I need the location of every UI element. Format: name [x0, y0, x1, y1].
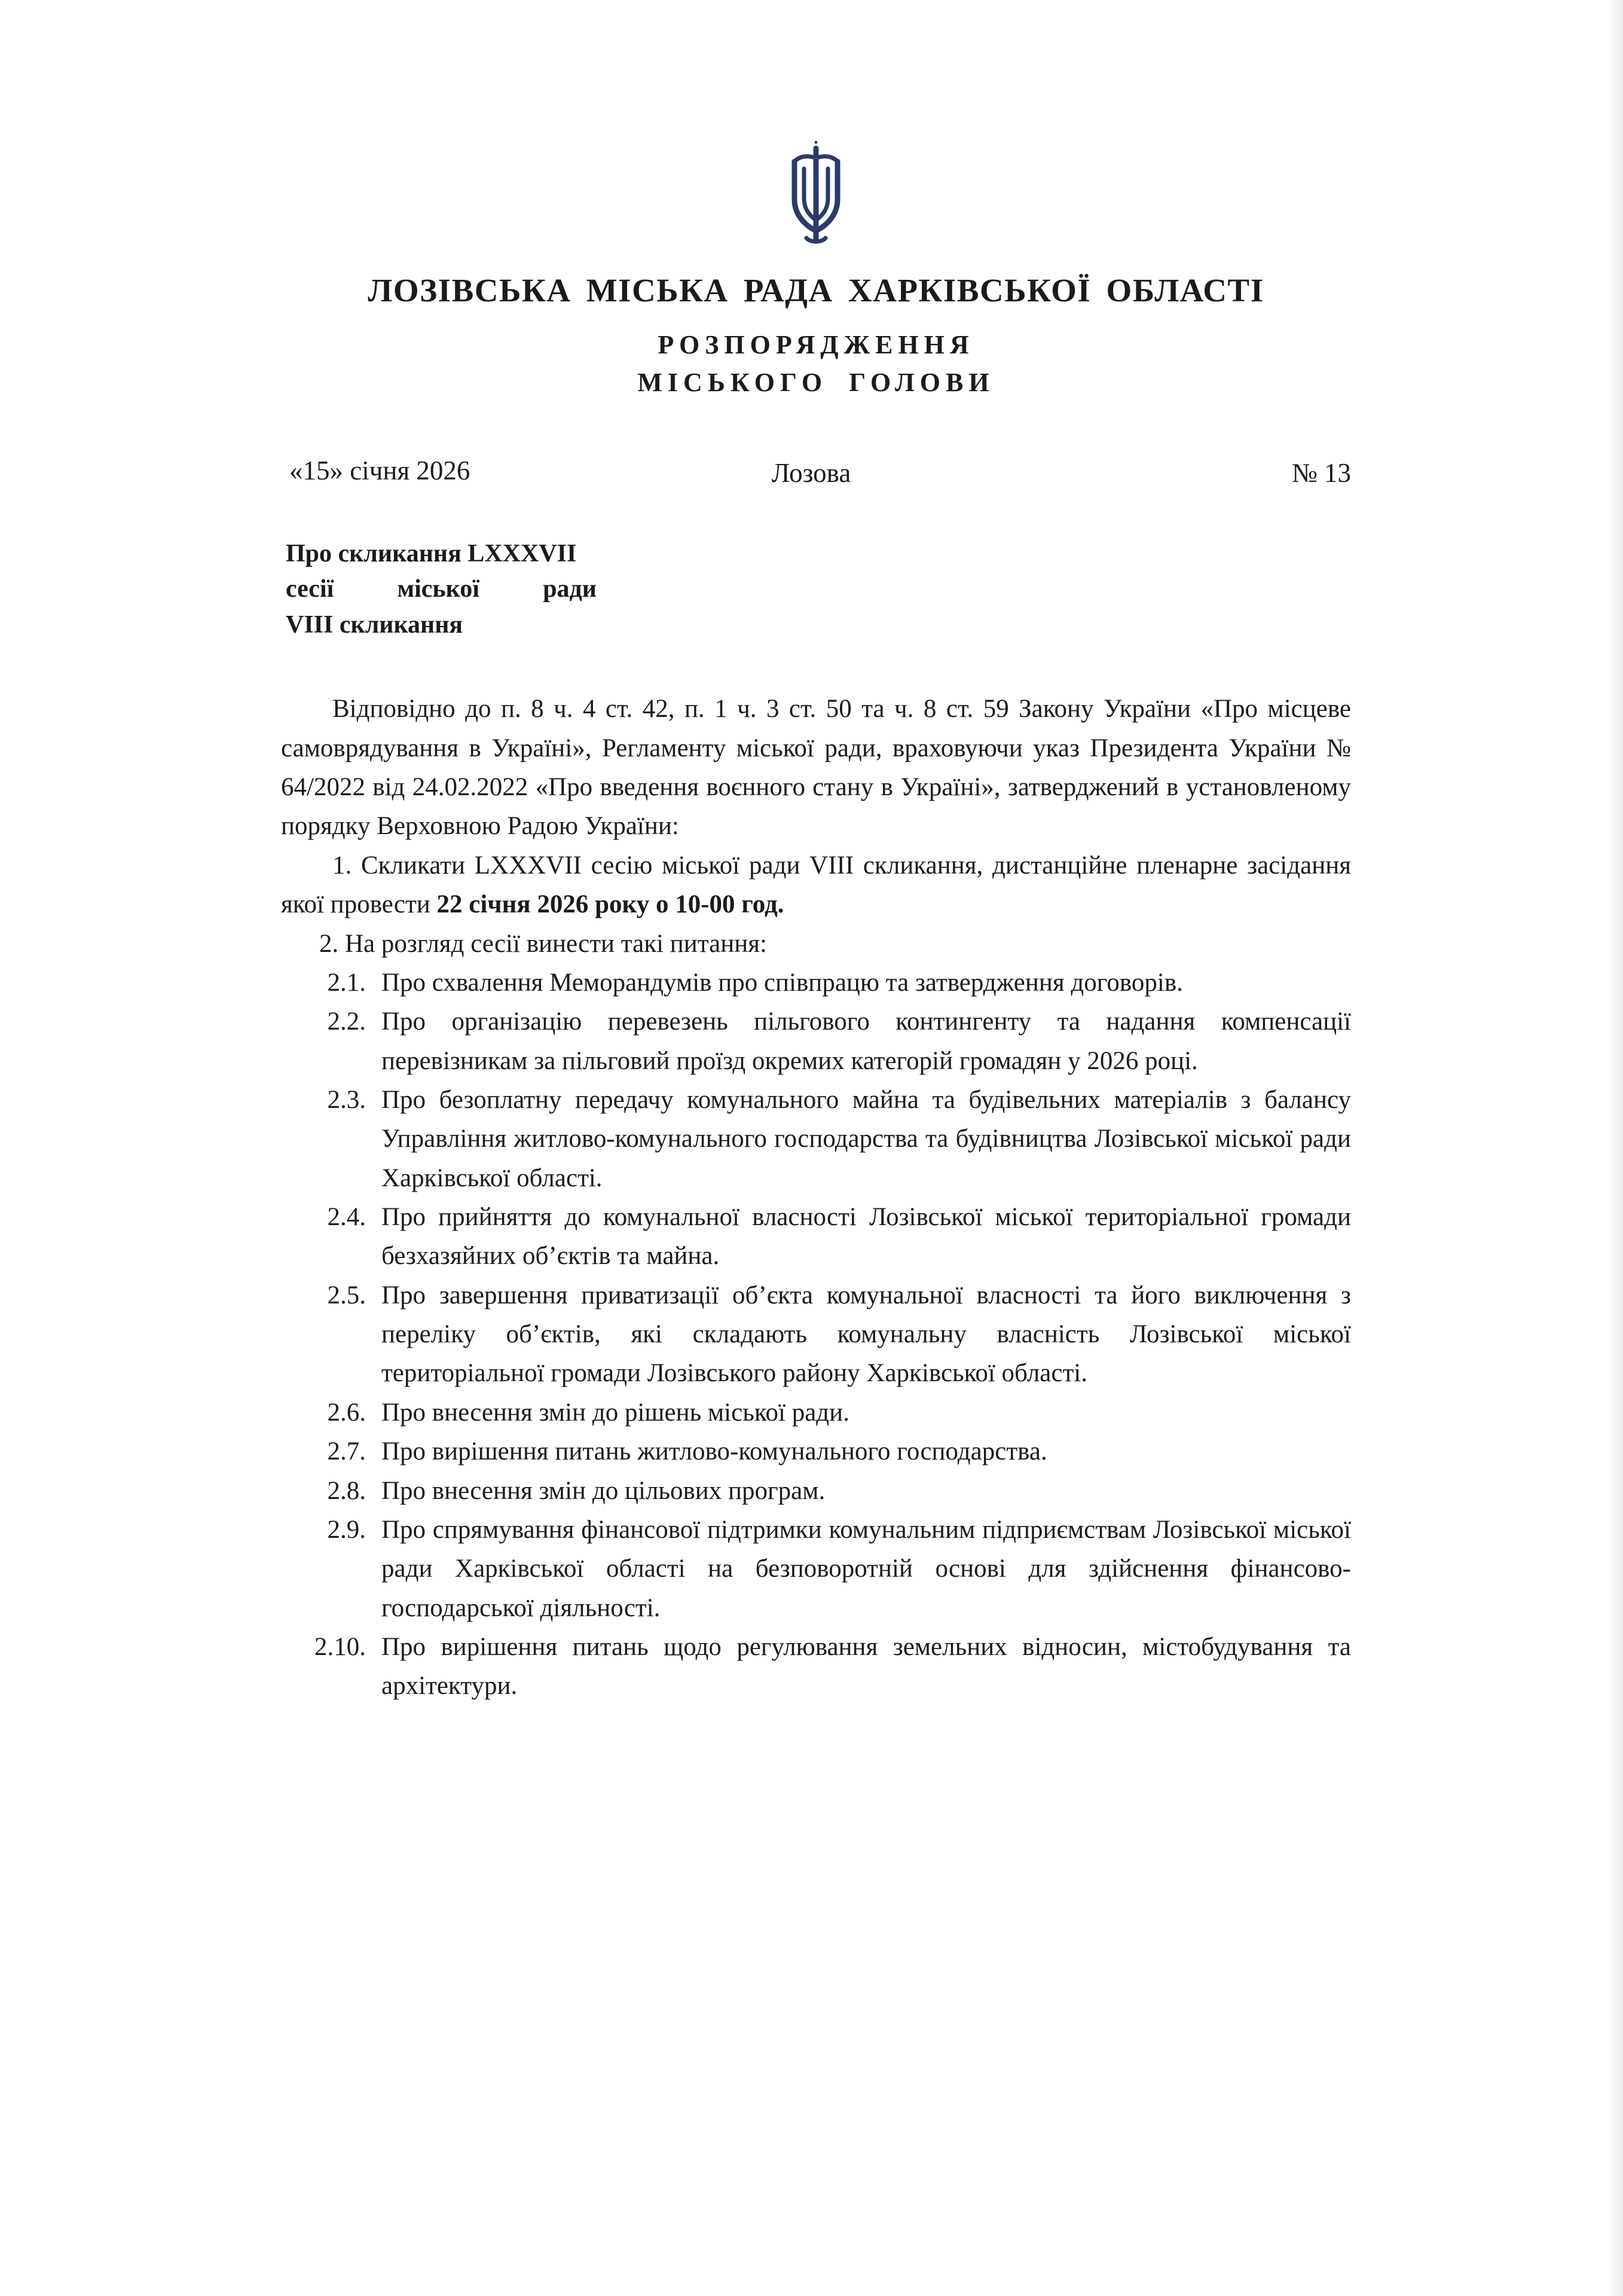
list-item [281, 1432, 1351, 1471]
item-1-paragraph [281, 846, 1351, 924]
subject-line-1: Про скликання LXXXVII [286, 539, 577, 567]
item-1-text: 1. Скликати LXXXVII сесію міської ради VIII скликання, дистанційне пленарне засідання якої провести [281, 851, 1351, 919]
subject-line-2-word-2: міської [397, 575, 479, 603]
document-content [281, 138, 1351, 1706]
list-item [281, 963, 1351, 1002]
document-number: № 13 [1291, 457, 1351, 488]
item-2-lead: 2. На розгляд сесії винести такі питання: [319, 929, 767, 958]
emblem-container [281, 138, 1351, 257]
document-date: «15» січня 2026 [289, 455, 470, 486]
agenda-item-text: Про спрямування фінансової підтримки комунальним підприємствам Лозівської міської ради Харківської області на безповоротній основі для здійснення фінансово-господарської діяльності. [381, 1515, 1351, 1622]
item-1-session-datetime: 22 січня 2026 року о 10-00 год. [436, 890, 784, 919]
subject-line-2 [286, 572, 597, 607]
organization-title: ЛОЗІВСЬКА МІСЬКА РАДА ХАРКІВСЬКОЇ ОБЛАСТІ [368, 272, 1264, 309]
agenda-item-text: Про прийняття до комунальної власності Лозівської міської територіальної громади безхазяйних об’єктів та майна. [381, 1203, 1351, 1271]
list-item [281, 1080, 1351, 1198]
document-type-line-2: МІСЬКОГО ГОЛОВИ [637, 367, 995, 397]
agenda-item-number: 2.10. [314, 1633, 366, 1661]
list-item [281, 1198, 1351, 1276]
document-subject [286, 536, 704, 643]
subject-line-2-word-3: ради [543, 575, 597, 603]
list-item [281, 1628, 1351, 1706]
preamble-paragraph: Відповідно до п. 8 ч. 4 ст. 42, п. 1 ч. 3 ст. 50 та ч. 8 ст. 59 Закону України «Про місцеве самоврядування в Україні», Регламенту міської ради, враховуючи указ Президента України № 64/2022 від 24.02.2022 «Про введення воєнного стану в Україні», затверджений в установленому порядку Верховною Радою України: [281, 695, 1351, 841]
agenda-item-text: Про завершення приватизації об’єкта комунальної власності та його виключення з переліку об’єктів, які складають комунальну власність Лозівської міської територіальної громади Лозівського району Харківської області. [381, 1281, 1351, 1388]
document-type-line-1: РОЗПОРЯДЖЕННЯ [658, 329, 974, 359]
agenda-list [281, 963, 1351, 1706]
agenda-item-number: 2.8. [327, 1476, 366, 1505]
list-item [281, 1002, 1351, 1080]
agenda-item-number: 2.6. [327, 1398, 366, 1427]
agenda-item-text: Про схвалення Меморандумів про співпрацю та затвердження договорів. [381, 968, 1183, 997]
agenda-item-number: 2.3. [327, 1085, 366, 1114]
document-meta-row [281, 455, 1351, 497]
subject-line-3: VIII скликання [286, 610, 463, 639]
list-item [281, 1276, 1351, 1393]
ukraine-trident-coat-of-arms-icon [780, 138, 852, 251]
agenda-item-text: Про безоплатну передачу комунального майна та будівельних матеріалів з балансу Управління житлово-комунального господарства та будівництва Лозівської міської ради Харківської області. [381, 1085, 1351, 1192]
agenda-item-number: 2.1. [327, 968, 366, 997]
agenda-item-text: Про внесення змін до рішень міської ради. [381, 1398, 849, 1427]
agenda-item-text: Про внесення змін до цільових програм. [381, 1476, 826, 1505]
agenda-item-number: 2.4. [327, 1203, 366, 1232]
agenda-item-text: Про організацію перевезень пільгового контингенту та надання компенсації перевізникам за пільговий проїзд окремих категорій громадян у 2026 році. [381, 1007, 1351, 1075]
list-item [281, 1471, 1351, 1510]
agenda-item-number: 2.5. [327, 1281, 366, 1309]
list-item [281, 1510, 1351, 1628]
agenda-item-text: Про вирішення питань щодо регулювання земельних відносин, містобудування та архітектури. [381, 1633, 1351, 1700]
agenda-item-number: 2.7. [327, 1437, 366, 1466]
agenda-item-number: 2.2. [327, 1007, 366, 1036]
subject-line-2-word-1: сесії [286, 575, 334, 603]
agenda-item-number: 2.9. [327, 1515, 366, 1544]
agenda-item-text: Про вирішення питань житлово-комунального господарства. [381, 1437, 1047, 1466]
document-place: Лозова [771, 457, 851, 488]
list-item [281, 1393, 1351, 1432]
